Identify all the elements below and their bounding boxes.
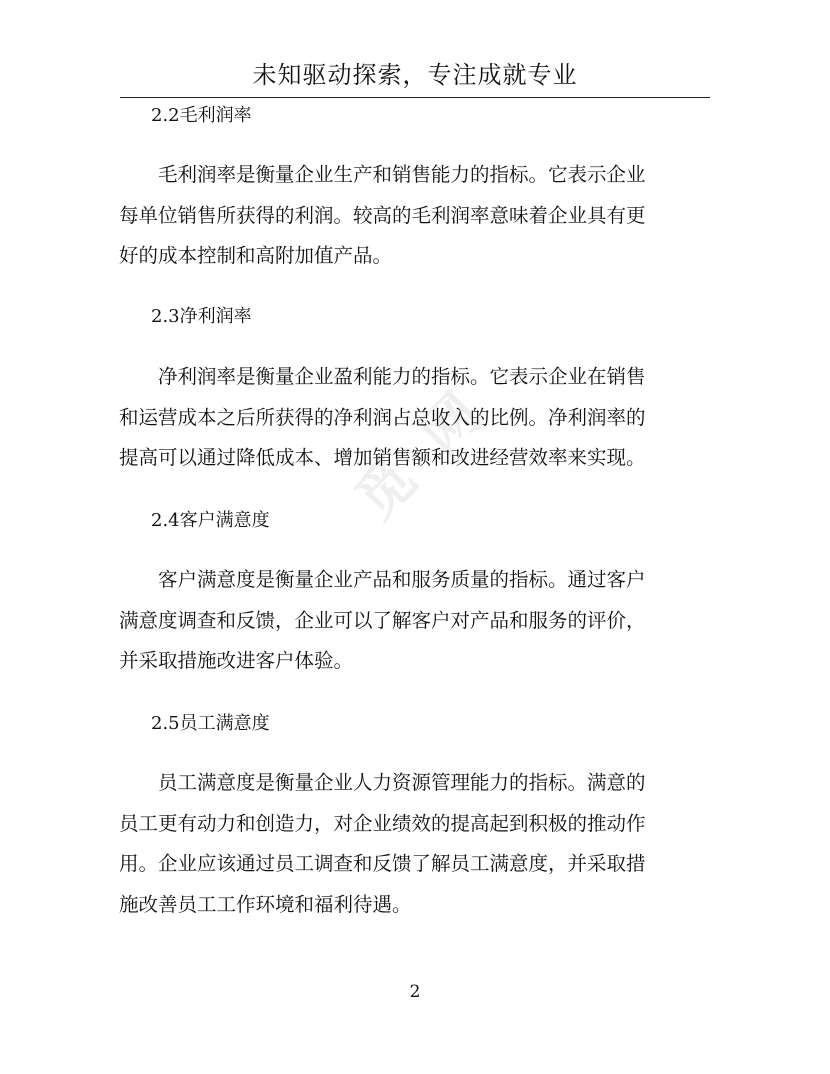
section-heading-2-4: 2.4客户满意度	[151, 510, 270, 531]
section-heading-2-3: 2.3净利润率	[151, 306, 252, 327]
section-paragraph-2-3	[119, 357, 719, 479]
paragraph-line: 满意度调查和反馈，企业可以了解客户对产品和服务的评价，	[119, 608, 646, 632]
page-header-title: 未知驱动探索，专注成就专业	[252, 61, 578, 89]
paragraph-line: 每单位销售所获得的利润。较高的毛利润率意味着企业具有更	[119, 203, 646, 227]
section-paragraph-2-2	[119, 155, 719, 277]
paragraph-line: 好的成本控制和高附加值产品。	[119, 244, 393, 267]
paragraph-line: 提高可以通过降低成本、增加销售额和改进经营效率来实现。	[119, 446, 646, 469]
header-divider	[120, 97, 710, 98]
paragraph-line: 施改善员工工作环境和福利待遇。	[119, 892, 412, 916]
paragraph-line: 净利润率是衡量企业盈利能力的指标。它表示企业在销售	[119, 365, 646, 388]
section-paragraph-2-5	[119, 763, 719, 925]
paragraph-line: 毛利润率是衡量企业生产和销售能力的指标。它表示企业	[119, 163, 646, 186]
section-heading-2-2: 2.2毛利润率	[151, 105, 252, 126]
paragraph-line: 和运营成本之后所获得的净利润占总收入的比例。净利润率的	[119, 405, 646, 429]
section-paragraph-2-4	[119, 560, 719, 682]
paragraph-line: 员工更有动力和创造力，对企业绩效的提高起到积极的推动作	[119, 811, 646, 835]
paragraph-line: 客户满意度是衡量企业产品和服务质量的指标。通过客户	[119, 568, 646, 591]
section-heading-2-5: 2.5员工满意度	[151, 713, 270, 734]
paragraph-line: 员工满意度是衡量企业人力资源管理能力的指标。满意的	[119, 771, 646, 794]
paragraph-line: 用。企业应该通过员工调查和反馈了解员工满意度，并采取措	[119, 852, 646, 875]
watermark-text: 觅 网	[343, 375, 500, 532]
paragraph-line: 并采取措施改进客户体验。	[119, 649, 354, 672]
page-number: 2	[409, 982, 421, 1002]
